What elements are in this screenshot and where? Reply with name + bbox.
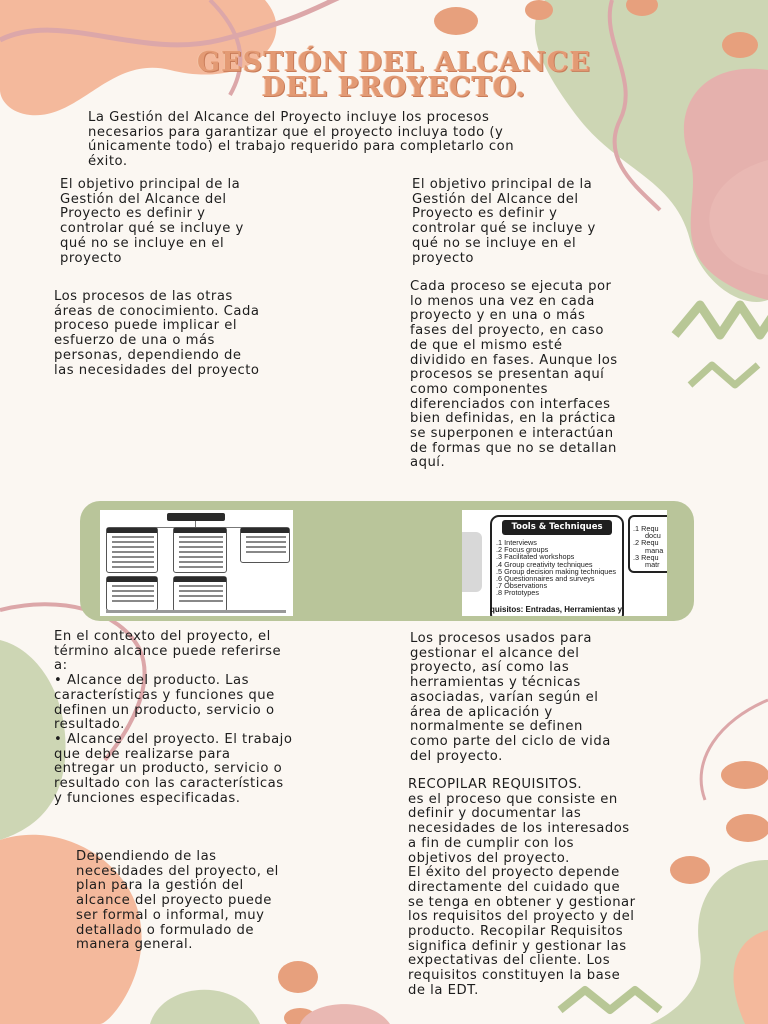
tool-item: .1 Interviews — [496, 538, 537, 547]
requirements-paragraph: RECOPILAR REQUISITOS. es el proceso que consiste en definir y documentar las necesidades de los interesados a fin de cumplir con los objetivos del proyecto. El éxito del proyecto depende directamente del cuidado que se tenga en obtener y gestionar los requisitos del proyecto y del producto. Recopilar Requisitos significa definir y gestionar las expectativas del cliente. Los requisitos constituyen la base de la EDT. — [408, 777, 636, 998]
output-item: .3 Requ matr — [633, 552, 660, 570]
tool-item: .4 Group creativity techniques — [496, 559, 593, 569]
output-item: .2 Requ mana — [633, 538, 664, 555]
objective-right-paragraph: El objetivo principal de la Gestión del Alcance del Proyecto es definir y controlar qué se incluye y qué no se incluye en el proyecto — [412, 177, 596, 266]
tool-item: .6 Questionnaires and surveys — [496, 574, 595, 584]
scope-process-diagram-image — [100, 510, 293, 616]
orange-dot — [670, 856, 710, 884]
intro-paragraph: La Gestión del Alcance del Proyecto incluye los procesos necesarios para garantizar que el proyecto incluya todo (y únicamente todo) el trabajo requerido para completarlo con éxito. — [88, 110, 515, 170]
tool-item: .8 Prototypes — [496, 588, 539, 598]
output-item: .1 Requ docu — [633, 524, 661, 541]
tool-item: .2 Focus groups — [496, 545, 549, 555]
orange-dot — [721, 761, 768, 789]
poster-title: GESTIÓN DEL ALCANCE DEL PROYECTO. — [197, 47, 591, 103]
orange-dot — [278, 961, 318, 993]
sage-blob-bottom-mid — [150, 990, 260, 1024]
orange-dot — [525, 0, 553, 20]
processes-used-paragraph: Los procesos usados para gestionar el alcance del proyecto, así como las herramientas y técnicas asociadas, varían según el área de aplicación y normalmente se definen como parte del ciclo de vida del proyecto. — [410, 631, 611, 764]
orange-dot — [726, 814, 768, 842]
tools-techniques-header: Tools & Techniques — [502, 520, 612, 535]
image-band — [80, 501, 694, 621]
green-zigzag — [690, 365, 758, 385]
tools-techniques-box — [490, 515, 624, 616]
green-zigzag — [675, 305, 768, 335]
tool-item: .3 Facilitated workshops — [496, 552, 575, 562]
tool-item: .7 Observations — [496, 581, 548, 591]
scope-context-paragraph: En el contexto del proyecto, el término alcance puede referirse a: • Alcance del producto. Las características y funciones que definen un producto, servicio o resultado. • Alcance del proyecto. El trabajo que debe realizarse para entregar un producto, servicio o resultado con las características y funciones especificadas. — [54, 629, 293, 806]
rose-blob-bottom-mid — [300, 1004, 390, 1024]
outputs-box — [628, 515, 667, 573]
plan-paragraph: Dependiendo de las necesidades del proyecto, el plan para la gestión del alcance del proyecto puede ser formal o informal, muy detallado o formulado de manera general. — [76, 849, 279, 953]
tools-image-caption: quisitos: Entradas, Herramientas y — [490, 605, 623, 614]
objective-left-paragraph: El objetivo principal de la Gestión del Alcance del Proyecto es definir y controlar qué se incluye y qué no se incluye en el proyecto — [60, 177, 244, 266]
process-execution-paragraph: Cada proceso se ejecuta por lo menos una vez en cada proyecto y en una o más fases del proyecto, en caso de que el mismo esté dividido en fases. Aunque los procesos se presentan aquí como componentes diferenciados con interfaces bien definidas, en la práctica se superponen e interactúan de formas que no se detallan aquí. — [410, 279, 618, 471]
other-areas-paragraph: Los procesos de las otras áreas de conocimiento. Cada proceso puede implicar el esfuerzo de una o más personas, dependiendo de las necesidades del proyecto — [54, 289, 260, 378]
tools-techniques-image — [462, 510, 667, 616]
tool-item: .5 Group decision making techniques — [496, 566, 617, 576]
orange-dot — [434, 7, 478, 35]
